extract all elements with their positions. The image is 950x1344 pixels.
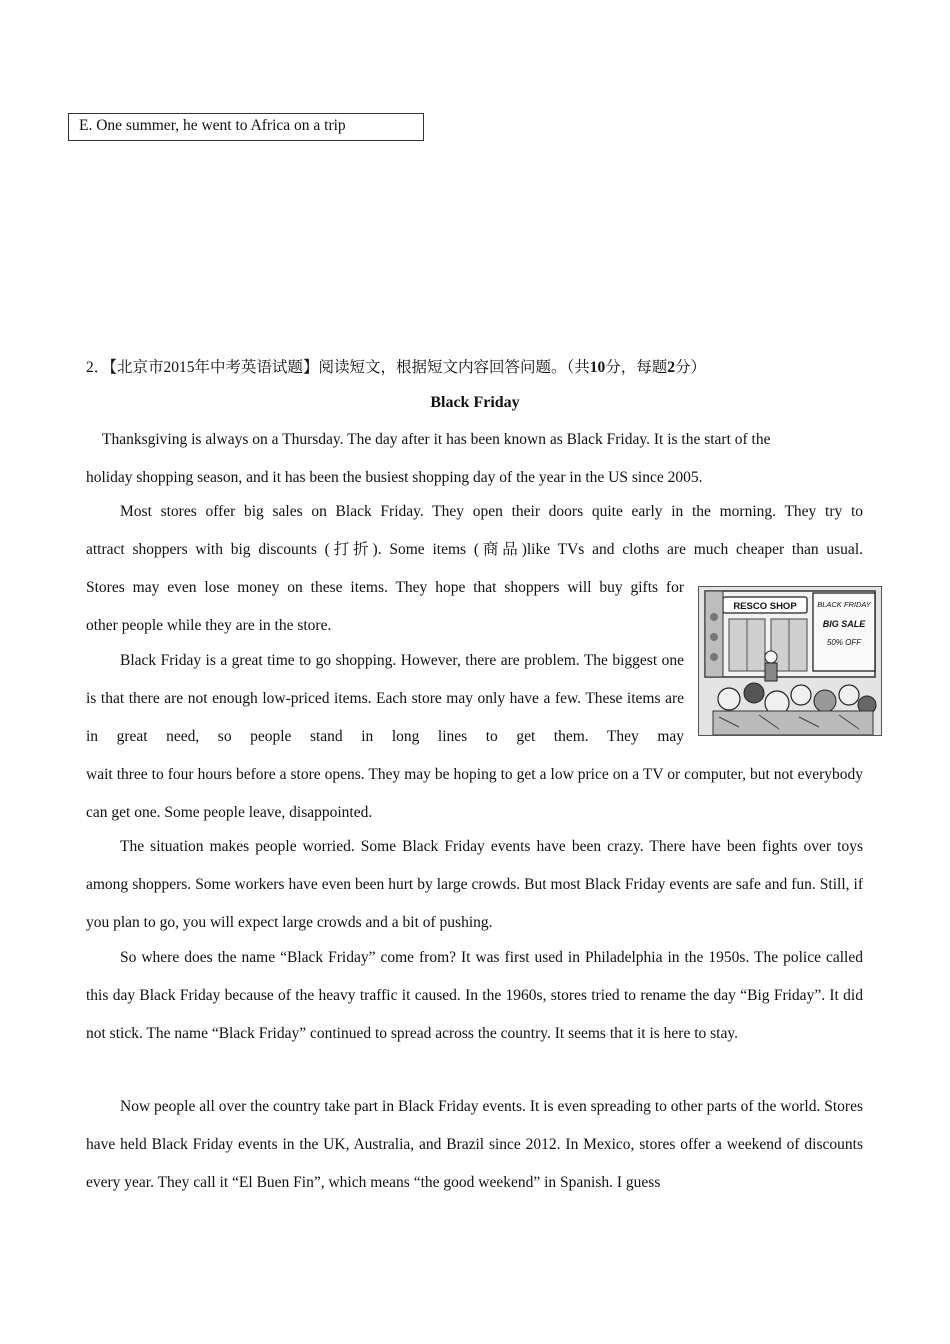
paragraph-5: So where does the name “Black Friday” come from? It was first used in Philadelphia in the 1950s. The police called this day Black Friday because of the heavy traffic it caused. In the 1960s, stores tried to rename the day “Big Friday”. It did not stick. The name “Black Friday” continued to spread across the country. It seems that it is here to stay. [86, 949, 863, 1042]
paragraph-4: The situation makes people worried. Some Black Friday events have been crazy. There have been fights over toys among shoppers. Some workers have even been hurt by large crowds. But most Black Friday events are safe and fun. Still, if you plan to go, you will expect large crowds and a bit of pushing. [86, 838, 863, 931]
passage-title: Black Friday [430, 394, 520, 411]
cartoon-sign-discount: 50% OFF [826, 638, 862, 647]
question-heading [86, 357, 866, 379]
question-each-score: 2 [667, 359, 676, 376]
paragraph-2-line-2: attract shoppers with big discounts (打折). Some items (商品)like TVs and cloths are much cheaper than usual. [86, 541, 863, 558]
question-number: 2． [86, 359, 110, 376]
paragraph-2-line-1: Most stores offer big sales on Black Friday. They open their doors quite early in the morning. They try to [120, 503, 863, 520]
cartoon-sign-black-friday: BLACK FRIDAY [817, 600, 871, 609]
question-middle: 分，每题 [605, 359, 668, 376]
cartoon-drawing [699, 587, 881, 735]
option-e-text: E. One summer, he went to Africa on a trip [79, 117, 346, 134]
paragraph-1-line-1: Thanksgiving is always on a Thursday. The day after it has been known as Black Friday. It is the start of the [102, 431, 771, 448]
paragraph-2-line-3: Stores may even lose money on these items. They hope that shoppers will buy gifts for [86, 579, 684, 596]
question-suffix: 分） [675, 359, 707, 376]
black-friday-cartoon-image [698, 586, 882, 736]
cartoon-shop-sign: RESCO SHOP [733, 601, 797, 612]
paragraph-3-part-2: wait three to four hours before a store opens. They may be hoping to get a low price on a TV or computer, but not everybody can get one. Some people leave, disappointed. [86, 766, 863, 821]
question-total-score: 10 [589, 359, 606, 376]
paragraph-6: Now people all over the country take part in Black Friday events. It is even spreading to other parts of the world. Stores have held Black Friday events in the UK, Australia, and Brazil since 2012. In Mexico, stores offer a weekend of discounts every year. They call it “El Buen Fin”, which means “the good weekend” in Spanish. I guess [86, 1098, 863, 1191]
paragraph-1-line-2: holiday shopping season, and it has been the busiest shopping day of the year in the US since 2005. [86, 469, 703, 486]
paragraph-3-part-1: Black Friday is a great time to go shopping. However, there are problem. The biggest one is that there are not enough low-priced items. Each store may only have a few. These items are in great need, so people stand in long lines to get them. They may [86, 652, 684, 745]
question-prefix: 【北京市2015年中考英语试题】阅读短文，根据短文内容回答问题。（共 [109, 359, 590, 376]
paragraph-2-line-4: other people while they are in the store. [86, 617, 332, 634]
option-e-box [68, 113, 424, 141]
cartoon-sign-big-sale: BIG SALE [822, 619, 866, 629]
